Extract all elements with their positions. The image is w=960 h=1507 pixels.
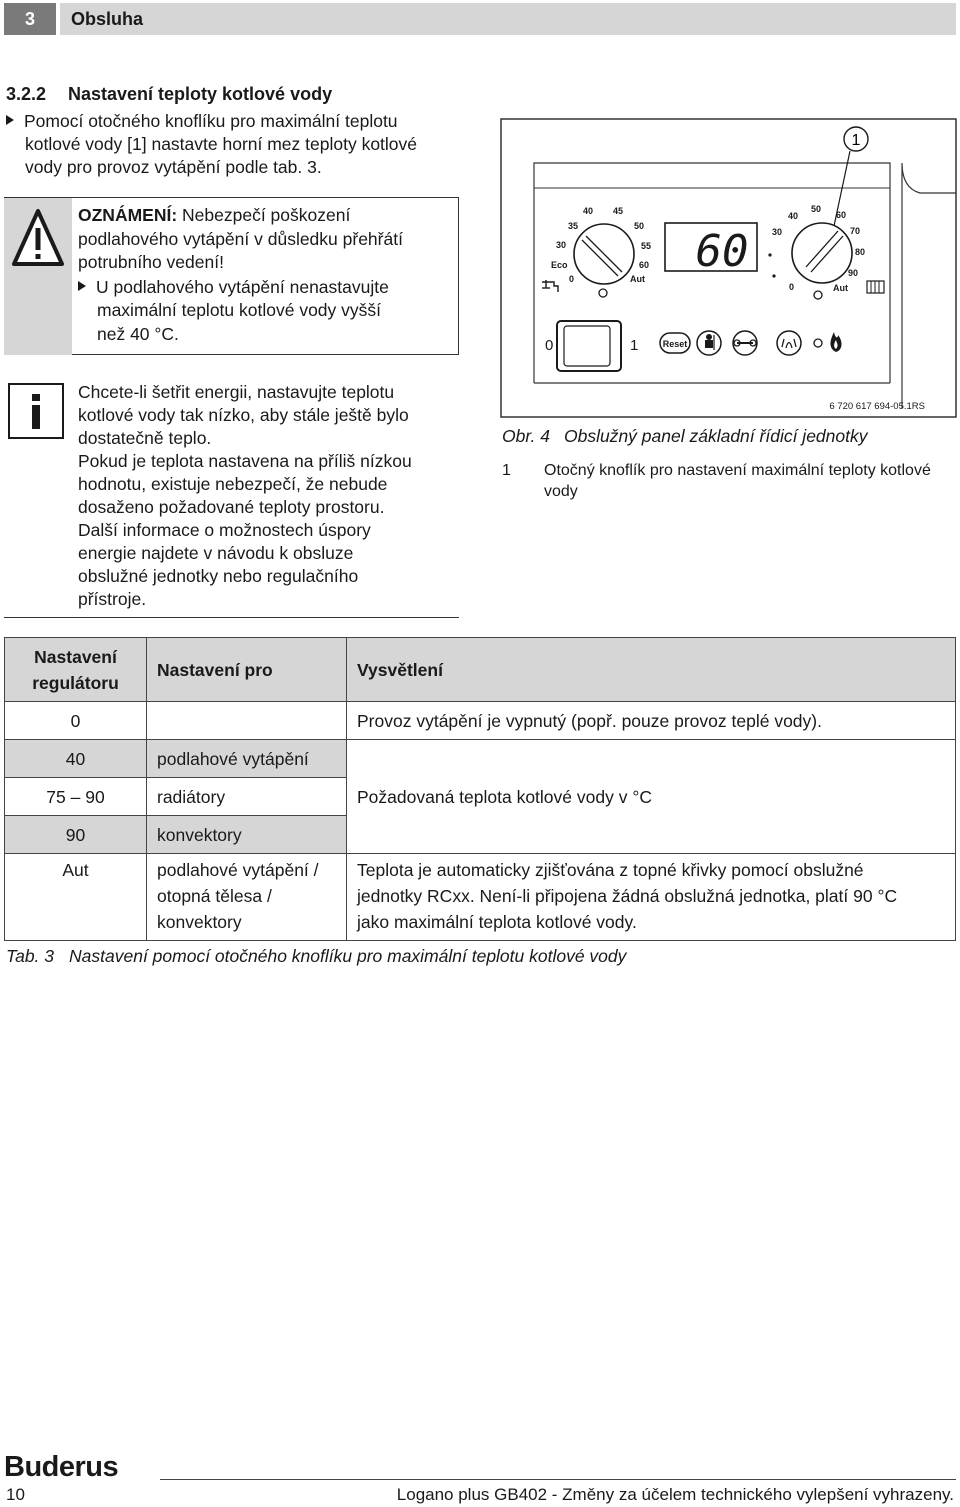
warning-line-3: potrubního vedení! bbox=[78, 252, 224, 272]
figure-caption-text: Obslužný panel základní řídicí jednotky bbox=[563, 426, 868, 446]
switch-rocker bbox=[564, 326, 610, 366]
callout-1-label: 1 bbox=[851, 132, 861, 149]
legend-text: Otočný knoflík pro nastavení maximální teploty kotlové vody bbox=[544, 462, 931, 500]
instruction-line-1: Pomocí otočného knoflíku pro maximální teplotu bbox=[24, 111, 398, 131]
table-cell-for: podlahové vytápění / otopná tělesa / konvektory bbox=[147, 854, 347, 941]
info-line-2: kotlové vody tak nízko, aby stále ještě bylo bbox=[78, 405, 409, 425]
table-cell-for bbox=[147, 702, 347, 740]
instruction-line-2: kotlové vody [1] nastavte horní mez teploty kotlové bbox=[25, 134, 418, 154]
right-dial-label-30: 30 bbox=[772, 227, 783, 237]
left-dial-label-0: 0 bbox=[569, 274, 575, 284]
warning-line-2: podlahového vytápění v důsledku přehřátí bbox=[78, 228, 403, 249]
info-line-3: dostatečně teplo. bbox=[78, 428, 212, 448]
figure-reference: 6 720 617 694-05.1RS bbox=[829, 401, 925, 412]
left-dial-label-45: 45 bbox=[613, 206, 624, 216]
right-dial-label-70: 70 bbox=[850, 226, 861, 236]
right-indicator-led bbox=[814, 291, 822, 299]
left-dial-label-30: 30 bbox=[556, 240, 567, 250]
info-line-7: Další informace o možnostech úspory bbox=[78, 520, 371, 540]
left-dial-label-aut: Aut bbox=[630, 274, 645, 284]
info-line-10: přístroje. bbox=[78, 589, 147, 609]
left-dial-label-60: 60 bbox=[639, 260, 650, 270]
footer-rule bbox=[160, 1479, 956, 1480]
info-line-5: hodnotu, existuje nebezpečí, že nebude bbox=[78, 474, 388, 494]
table-cell-setting: 90 bbox=[5, 816, 147, 854]
right-dial-label-aut: Aut bbox=[833, 283, 848, 293]
info-line-4: Pokud je teplota nastavena na příliš nízkou bbox=[78, 451, 412, 471]
warning-label: OZNÁMENÍ: bbox=[78, 205, 178, 225]
table-caption bbox=[6, 946, 626, 967]
table-cell-setting: Aut bbox=[5, 854, 147, 941]
warning-bullet-line-3: než 40 °C. bbox=[97, 323, 179, 344]
switch-off-label: 0 bbox=[545, 337, 554, 354]
settings-table bbox=[4, 637, 956, 941]
warning-bullet-line-1: U podlahového vytápění nenastavujte bbox=[96, 276, 389, 297]
left-dial-label-eco: Eco bbox=[551, 260, 568, 270]
buderus-logo: Buderus bbox=[4, 1451, 119, 1483]
table-cell-for: konvektory bbox=[147, 816, 347, 854]
info-bottom-rule bbox=[4, 617, 459, 618]
table-header-setting: Nastavení regulátoru bbox=[5, 638, 147, 702]
warning-bullet-line-2: maximální teplotu kotlové vody vyšší bbox=[97, 300, 382, 320]
section-instruction bbox=[6, 110, 466, 179]
burner-led bbox=[814, 339, 822, 347]
warning-line-1: Nebezpečí poškození bbox=[177, 205, 351, 225]
info-line-1: Chcete-li šetřit energii, nastavujte teplotu bbox=[78, 382, 395, 402]
info-line-8: energie najdete v návodu k obsluze bbox=[78, 543, 354, 563]
right-dial bbox=[792, 223, 852, 283]
table-row bbox=[5, 740, 956, 778]
table-header-explanation: Vysvětlení bbox=[347, 638, 956, 702]
instruction-line-3: vody pro provoz vytápění podle tab. 3. bbox=[25, 157, 322, 177]
reset-label: Reset bbox=[662, 339, 688, 349]
left-dial-label-35: 35 bbox=[568, 221, 579, 231]
right-dial-label-0: 0 bbox=[789, 282, 795, 292]
section-title: Nastavení teploty kotlové vody bbox=[68, 84, 333, 104]
display-dot-lower bbox=[772, 274, 775, 277]
warning-text bbox=[78, 204, 453, 346]
figure-caption-prefix: Obr. 4 bbox=[502, 426, 550, 446]
info-text bbox=[78, 381, 458, 611]
figure-legend bbox=[502, 460, 957, 502]
section-heading bbox=[6, 84, 332, 105]
left-dial-label-40: 40 bbox=[583, 206, 594, 216]
page-number: 10 bbox=[6, 1485, 25, 1504]
table-cell-explanation: Teplota je automaticky zjišťována z topné křivky pomocí obslužné jednotky RCxx. Není-li připojena žádná obslužná jednotka, platí 90 °C jako maximální teplota kotlové vody. bbox=[347, 854, 956, 941]
table-cell-explanation: Provoz vytápění je vypnutý (popř. pouze provoz teplé vody). bbox=[347, 702, 956, 740]
table-row bbox=[5, 702, 956, 740]
chapter-header bbox=[4, 3, 956, 35]
info-line-6: dosaženo požadované teploty prostoru. bbox=[78, 497, 385, 517]
table-row bbox=[5, 854, 956, 941]
switch-on-label: 1 bbox=[630, 337, 639, 354]
warning-icon-column bbox=[4, 198, 72, 355]
display-dot-upper bbox=[768, 253, 771, 256]
table-caption-prefix: Tab. 3 bbox=[6, 946, 55, 966]
table-caption-text: Nastavení pomocí otočného knoflíku pro maximální teplotu kotlové vody bbox=[69, 946, 627, 966]
figure-caption bbox=[502, 426, 867, 447]
left-dial-label-55: 55 bbox=[641, 241, 652, 251]
right-dial-label-90: 90 bbox=[848, 268, 859, 278]
table-cell-for: radiátory bbox=[147, 778, 347, 816]
warning-triangle-icon bbox=[4, 198, 72, 278]
control-panel-figure bbox=[500, 118, 957, 420]
table-cell-setting: 0 bbox=[5, 702, 147, 740]
info-icon bbox=[8, 383, 64, 439]
table-cell-explanation: Požadovaná teplota kotlové vody v °C bbox=[347, 740, 956, 854]
right-dial-label-80: 80 bbox=[855, 247, 866, 257]
left-dial-label-50: 50 bbox=[634, 221, 645, 231]
chapter-title: Obsluha bbox=[60, 3, 956, 35]
display-value: 60 bbox=[695, 226, 749, 277]
chapter-number: 3 bbox=[4, 3, 56, 35]
right-dial-label-40: 40 bbox=[788, 211, 799, 221]
right-dial-label-60: 60 bbox=[836, 210, 847, 220]
left-indicator-led bbox=[599, 289, 607, 297]
footer-text: Logano plus GB402 - Změny za účelem technického vylepšení vyhrazeny. bbox=[396, 1485, 954, 1504]
warning-notice bbox=[4, 197, 459, 355]
bullet-arrow-icon bbox=[78, 281, 86, 291]
section-number: 3.2.2 bbox=[6, 84, 47, 104]
table-cell-setting: 40 bbox=[5, 740, 147, 778]
table-header-for: Nastavení pro bbox=[147, 638, 347, 702]
right-dial-label-50: 50 bbox=[811, 204, 822, 214]
legend-number: 1 bbox=[502, 462, 511, 479]
table-cell-setting: 75 – 90 bbox=[5, 778, 147, 816]
bullet-arrow-icon bbox=[6, 115, 14, 125]
table-cell-for: podlahové vytápění bbox=[147, 740, 347, 778]
info-line-9: obslužné jednotky nebo regulačního bbox=[78, 566, 359, 586]
